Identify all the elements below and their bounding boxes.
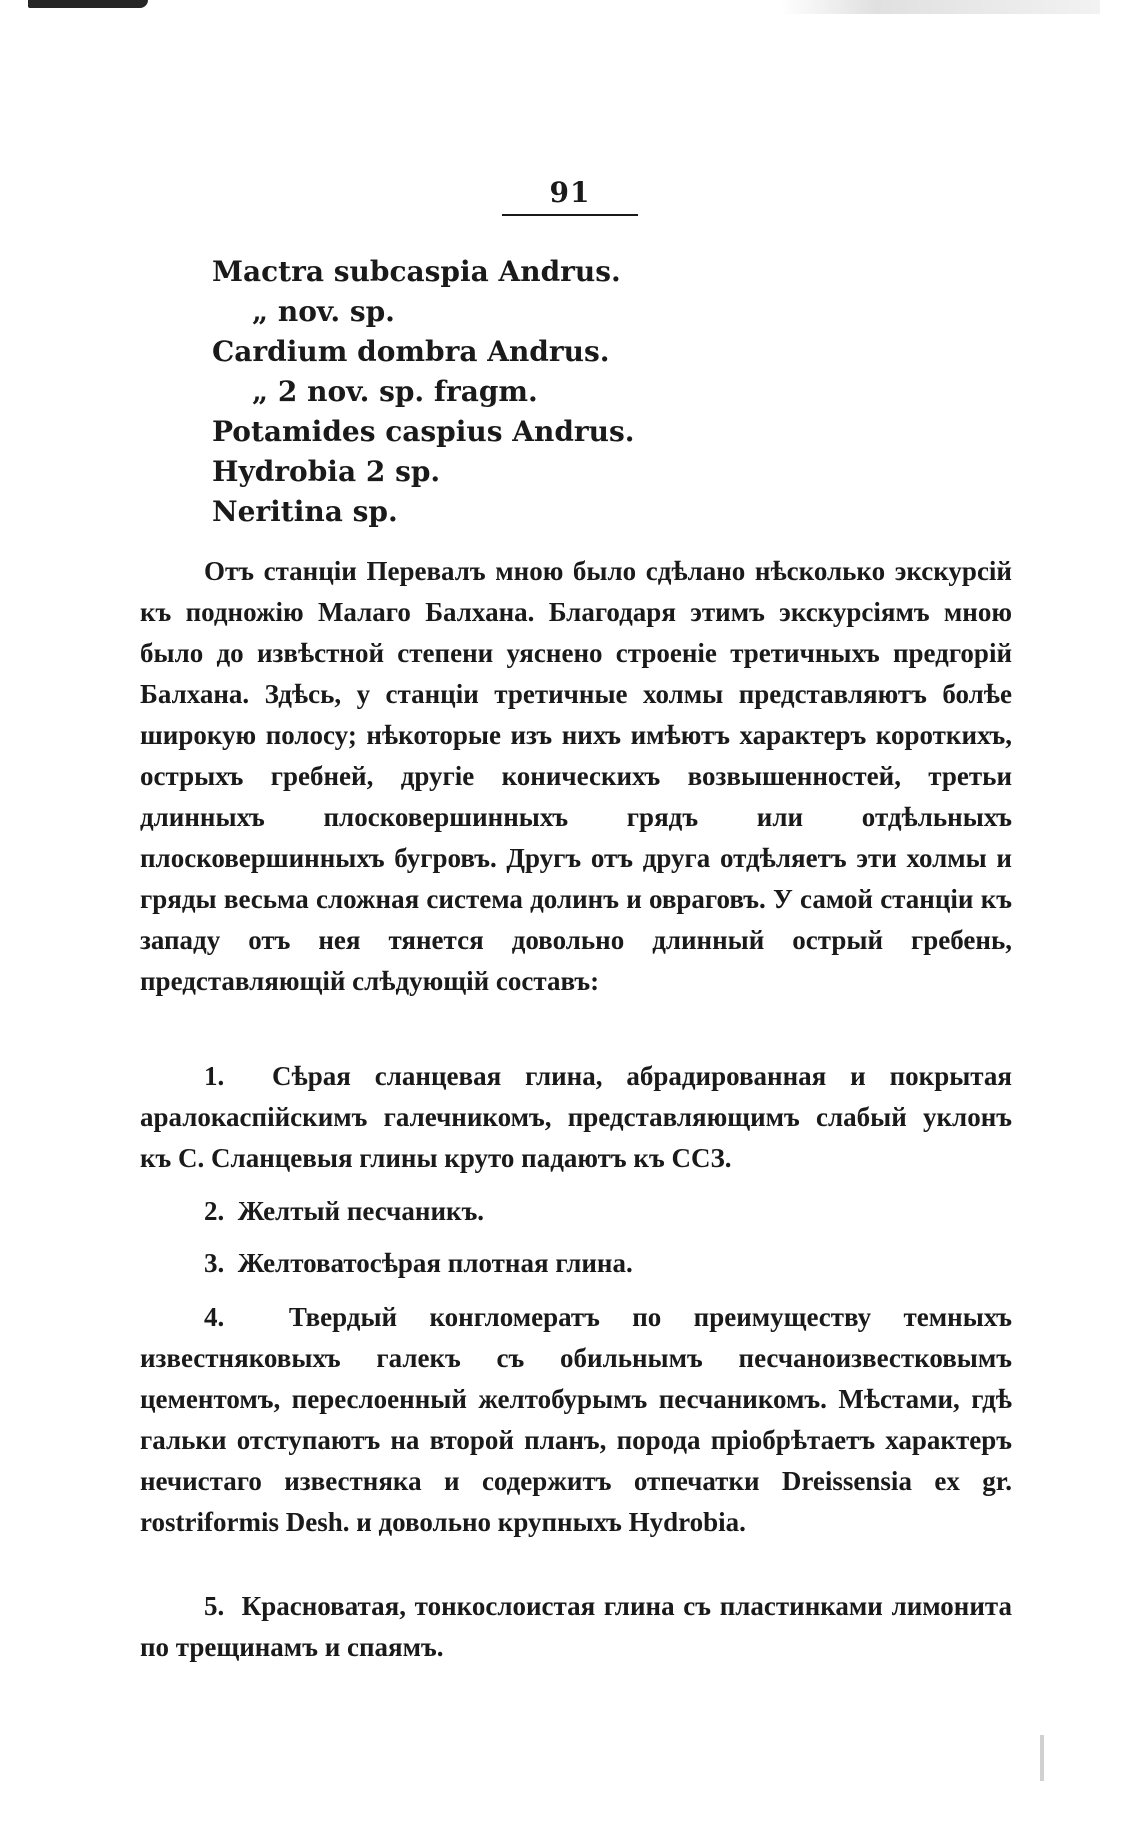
layer-text: Красноватая, тонкослоистая глина съ пластинками лимонита по трещинамъ и спаямъ. <box>140 1591 1013 1662</box>
species-entry: „ nov. sp. <box>252 295 395 328</box>
layer-text: Сѣрая сланцевая глина, абрадированная и покрытая аралокаспійскимъ галечникомъ, представляющимъ слабый уклонъ къ С. Сланцевыя глины круто падаютъ къ ССЗ. <box>140 1061 1012 1173</box>
page-number-rule <box>502 214 638 216</box>
layer-number: 5. <box>204 1591 225 1621</box>
scan-artifact-top-left <box>28 0 148 8</box>
scan-artifact-bottom-right <box>1040 1735 1044 1781</box>
layer-item-2 <box>140 1191 1012 1232</box>
species-list <box>212 252 812 532</box>
layer-text: Желтоватосѣрая плотная глина. <box>237 1248 633 1278</box>
layer-number: 3. <box>204 1248 225 1278</box>
page-number: 91 <box>549 176 591 209</box>
scan-artifact-top-right <box>780 0 1100 14</box>
layer-item-4 <box>140 1297 1012 1543</box>
species-entry: „ 2 nov. sp. fragm. <box>252 375 538 408</box>
layer-item-3 <box>140 1243 1012 1284</box>
layer-item-1 <box>140 1056 1012 1179</box>
species-entry: Neritina sp. <box>212 495 398 528</box>
layer-item-5 <box>140 1586 1012 1668</box>
layer-text: Твердый конгломератъ по преимуществу темныхъ известняковыхъ галекъ съ обильнымъ песчаноизвестковымъ цементомъ, переслоенный желтобурымъ песчаникомъ. Мѣстами, гдѣ гальки отступаютъ на второй планъ, порода пріобрѣтаетъ характеръ нечистаго известняка и содержитъ отпечатки Dreissensia ex gr. rostriformis Desh. и довольно крупныхъ Hydrobia. <box>140 1302 1012 1537</box>
species-entry: Potamides caspius Andrus. <box>212 415 635 448</box>
layer-number: 1. <box>204 1061 225 1091</box>
layer-number: 4. <box>204 1302 225 1332</box>
species-entry: Cardium dombra Andrus. <box>212 335 610 368</box>
species-entry: Mactra subcaspia Andrus. <box>212 255 621 288</box>
layer-text: Желтый песчаникъ. <box>237 1196 485 1226</box>
species-entry: Hydrobia 2 sp. <box>212 455 441 488</box>
intro-paragraph: Отъ станціи Перевалъ мною было сдѣлано нѣсколько экскурсій къ подножію Малаго Балхана. Благодаря этимъ экскурсіямъ мною было до извѣстной степени уяснено строеніе третичныхъ предгорій Балхана. Здѣсь, у станціи третичные холмы представляютъ болѣе широкую полосу; нѣкоторые изъ нихъ имѣютъ характеръ короткихъ, острыхъ гребней, другіе коническихъ возвышенностей, третьи длинныхъ плосковершинныхъ грядъ или отдѣльныхъ плосковершинныхъ бугровъ. Другъ отъ друга отдѣляетъ эти холмы и гряды весьма сложная система долинъ и овраговъ. У самой станціи къ западу отъ нея тянется довольно длинный острый гребень, представляющій слѣдующій составъ: <box>140 556 1012 996</box>
layer-number: 2. <box>204 1196 225 1226</box>
